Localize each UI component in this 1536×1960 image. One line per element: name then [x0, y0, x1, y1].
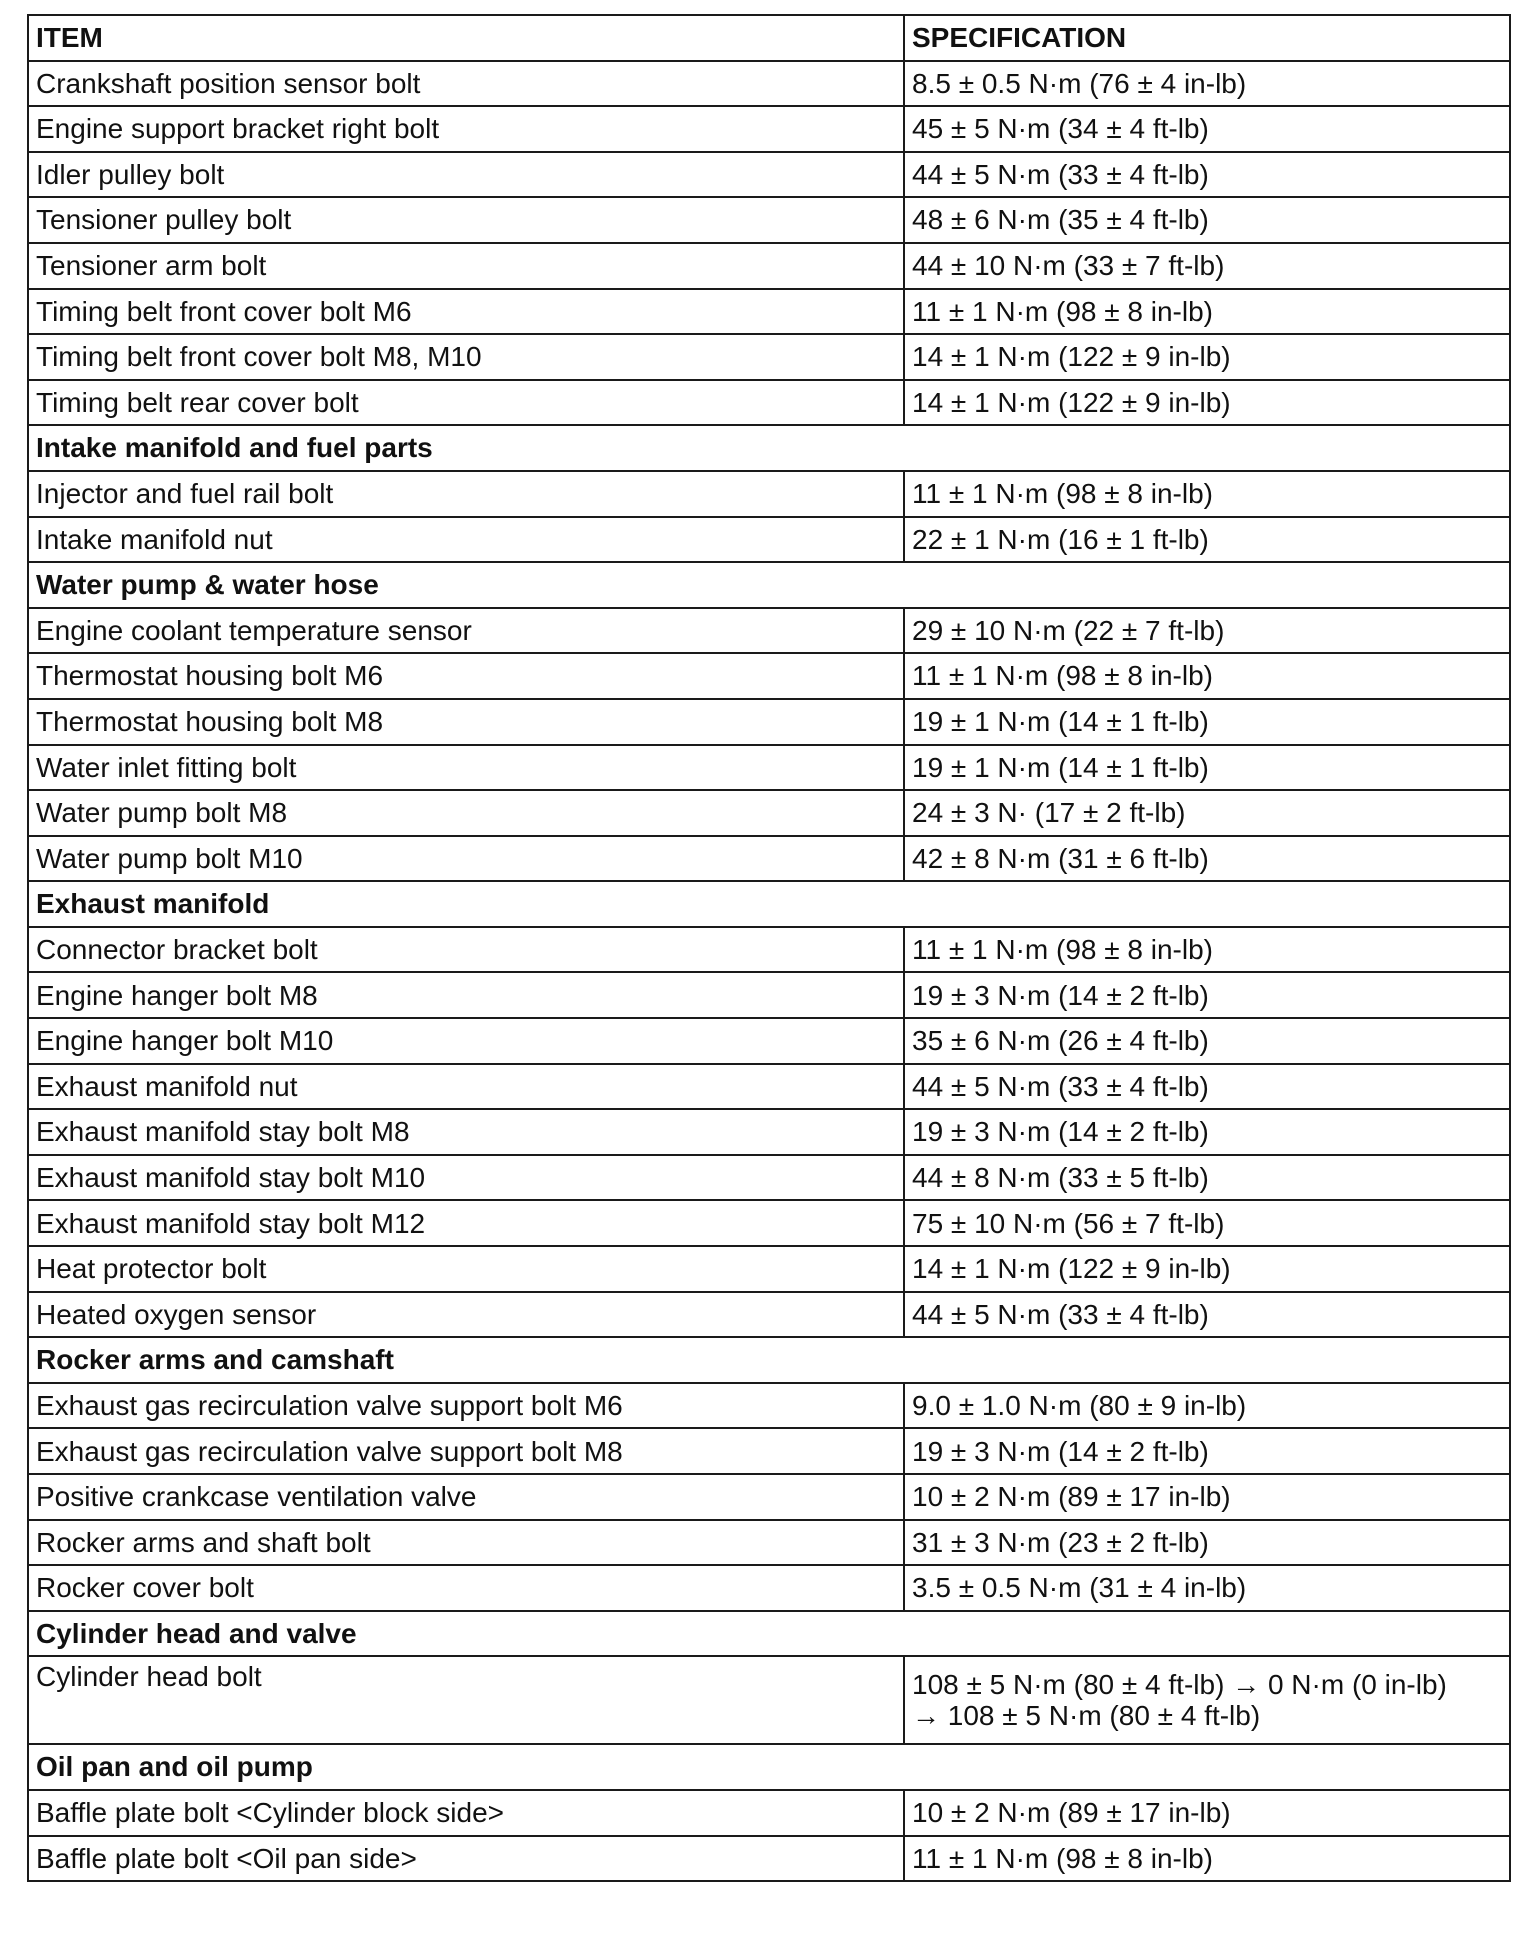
table-row	[28, 1474, 1510, 1520]
section-title: Rocker arms and camshaft	[28, 1337, 1510, 1383]
specification-cell: 11 ± 1 N·m (98 ± 8 in-lb)	[904, 1836, 1510, 1882]
item-cell: Baffle plate bolt <Cylinder block side>	[28, 1790, 904, 1836]
table-row	[28, 471, 1510, 517]
specification-cell: 9.0 ± 1.0 N·m (80 ± 9 in-lb)	[904, 1383, 1510, 1429]
table-row	[28, 1018, 1510, 1064]
table-row	[28, 1520, 1510, 1566]
table-header-row	[28, 15, 1510, 61]
item-cell: Intake manifold nut	[28, 517, 904, 563]
item-cell: Thermostat housing bolt M8	[28, 699, 904, 745]
torque-spec-table	[27, 14, 1511, 1882]
table-row	[28, 334, 1510, 380]
item-cell: Exhaust manifold stay bolt M8	[28, 1109, 904, 1155]
item-cell: Water pump bolt M8	[28, 790, 904, 836]
specification-cell: 44 ± 10 N·m (33 ± 7 ft-lb)	[904, 243, 1510, 289]
table-row	[28, 152, 1510, 198]
section-header-row	[28, 562, 1510, 608]
item-cell: Heat protector bolt	[28, 1246, 904, 1292]
section-title: Intake manifold and fuel parts	[28, 425, 1510, 471]
table-row	[28, 1246, 1510, 1292]
section-title: Exhaust manifold	[28, 881, 1510, 927]
item-cell: Cylinder head bolt	[28, 1656, 904, 1744]
specification-cell: 19 ± 1 N·m (14 ± 1 ft-lb)	[904, 745, 1510, 791]
table-row	[28, 61, 1510, 107]
specification-line: 108 ± 5 N·m (80 ± 4 ft-lb) → 0 N·m (0 in-lb)	[912, 1669, 1447, 1701]
item-cell: Engine support bracket right bolt	[28, 106, 904, 152]
table-row	[28, 972, 1510, 1018]
item-cell: Baffle plate bolt <Oil pan side>	[28, 1836, 904, 1882]
item-cell: Positive crankcase ventilation valve	[28, 1474, 904, 1520]
item-cell: Timing belt front cover bolt M6	[28, 289, 904, 335]
table-row	[28, 1565, 1510, 1611]
item-cell: Heated oxygen sensor	[28, 1292, 904, 1338]
specification-cell	[904, 1656, 1510, 1744]
item-cell: Exhaust gas recirculation valve support bolt M8	[28, 1428, 904, 1474]
item-cell: Engine hanger bolt M8	[28, 972, 904, 1018]
specification-cell: 10 ± 2 N·m (89 ± 17 in-lb)	[904, 1790, 1510, 1836]
table-row	[28, 653, 1510, 699]
section-header-row	[28, 1744, 1510, 1790]
specification-cell: 35 ± 6 N·m (26 ± 4 ft-lb)	[904, 1018, 1510, 1064]
table-row	[28, 243, 1510, 289]
table-row	[28, 1155, 1510, 1201]
item-cell: Exhaust manifold nut	[28, 1064, 904, 1110]
table-row	[28, 197, 1510, 243]
specification-line: → 108 ± 5 N·m (80 ± 4 ft-lb)	[912, 1700, 1261, 1732]
specification-cell: 44 ± 8 N·m (33 ± 5 ft-lb)	[904, 1155, 1510, 1201]
specification-cell: 29 ± 10 N·m (22 ± 7 ft-lb)	[904, 608, 1510, 654]
specification-cell: 14 ± 1 N·m (122 ± 9 in-lb)	[904, 1246, 1510, 1292]
table-row	[28, 790, 1510, 836]
item-cell: Rocker arms and shaft bolt	[28, 1520, 904, 1566]
section-title: Water pump & water hose	[28, 562, 1510, 608]
specification-cell: 42 ± 8 N·m (31 ± 6 ft-lb)	[904, 836, 1510, 882]
item-cell: Crankshaft position sensor bolt	[28, 61, 904, 107]
table-row	[28, 380, 1510, 426]
specification-cell: 22 ± 1 N·m (16 ± 1 ft-lb)	[904, 517, 1510, 563]
item-cell: Water inlet fitting bolt	[28, 745, 904, 791]
item-cell: Thermostat housing bolt M6	[28, 653, 904, 699]
table-row	[28, 1200, 1510, 1246]
item-cell: Tensioner arm bolt	[28, 243, 904, 289]
table-body	[28, 61, 1510, 1882]
specification-cell: 11 ± 1 N·m (98 ± 8 in-lb)	[904, 927, 1510, 973]
table-row	[28, 289, 1510, 335]
table-row	[28, 927, 1510, 973]
table-row	[28, 1790, 1510, 1836]
specification-cell: 14 ± 1 N·m (122 ± 9 in-lb)	[904, 334, 1510, 380]
item-cell: Idler pulley bolt	[28, 152, 904, 198]
specification-cell: 19 ± 3 N·m (14 ± 2 ft-lb)	[904, 1109, 1510, 1155]
item-column-header: ITEM	[28, 15, 904, 61]
table-row	[28, 1064, 1510, 1110]
specification-cell: 11 ± 1 N·m (98 ± 8 in-lb)	[904, 653, 1510, 699]
table-row	[28, 699, 1510, 745]
specification-cell: 8.5 ± 0.5 N·m (76 ± 4 in-lb)	[904, 61, 1510, 107]
item-cell: Timing belt rear cover bolt	[28, 380, 904, 426]
specification-cell: 31 ± 3 N·m (23 ± 2 ft-lb)	[904, 1520, 1510, 1566]
item-cell: Exhaust manifold stay bolt M12	[28, 1200, 904, 1246]
specification-cell: 14 ± 1 N·m (122 ± 9 in-lb)	[904, 380, 1510, 426]
item-cell: Tensioner pulley bolt	[28, 197, 904, 243]
item-cell: Engine coolant temperature sensor	[28, 608, 904, 654]
table-row	[28, 106, 1510, 152]
section-title: Cylinder head and valve	[28, 1611, 1510, 1657]
specification-cell: 19 ± 3 N·m (14 ± 2 ft-lb)	[904, 972, 1510, 1018]
table-row	[28, 1109, 1510, 1155]
item-cell: Water pump bolt M10	[28, 836, 904, 882]
table-row	[28, 1656, 1510, 1744]
specification-cell: 75 ± 10 N·m (56 ± 7 ft-lb)	[904, 1200, 1510, 1246]
item-cell: Injector and fuel rail bolt	[28, 471, 904, 517]
section-header-row	[28, 1337, 1510, 1383]
table-row	[28, 1428, 1510, 1474]
item-cell: Exhaust manifold stay bolt M10	[28, 1155, 904, 1201]
specification-cell: 10 ± 2 N·m (89 ± 17 in-lb)	[904, 1474, 1510, 1520]
specification-cell: 19 ± 3 N·m (14 ± 2 ft-lb)	[904, 1428, 1510, 1474]
table-row	[28, 517, 1510, 563]
item-cell: Exhaust gas recirculation valve support bolt M6	[28, 1383, 904, 1429]
item-cell: Connector bracket bolt	[28, 927, 904, 973]
table-row	[28, 1836, 1510, 1882]
section-title: Oil pan and oil pump	[28, 1744, 1510, 1790]
specification-column-header: SPECIFICATION	[904, 15, 1510, 61]
specification-cell: 44 ± 5 N·m (33 ± 4 ft-lb)	[904, 1064, 1510, 1110]
section-header-row	[28, 425, 1510, 471]
table-row	[28, 836, 1510, 882]
table-row	[28, 745, 1510, 791]
specification-cell: 11 ± 1 N·m (98 ± 8 in-lb)	[904, 471, 1510, 517]
table-row	[28, 1292, 1510, 1338]
item-cell: Timing belt front cover bolt M8, M10	[28, 334, 904, 380]
specification-cell: 45 ± 5 N·m (34 ± 4 ft-lb)	[904, 106, 1510, 152]
specification-cell: 44 ± 5 N·m (33 ± 4 ft-lb)	[904, 1292, 1510, 1338]
item-cell: Rocker cover bolt	[28, 1565, 904, 1611]
specification-cell: 24 ± 3 N· (17 ± 2 ft-lb)	[904, 790, 1510, 836]
specification-cell: 19 ± 1 N·m (14 ± 1 ft-lb)	[904, 699, 1510, 745]
specification-cell: 48 ± 6 N·m (35 ± 4 ft-lb)	[904, 197, 1510, 243]
specification-cell: 3.5 ± 0.5 N·m (31 ± 4 in-lb)	[904, 1565, 1510, 1611]
table-row	[28, 1383, 1510, 1429]
specification-cell: 11 ± 1 N·m (98 ± 8 in-lb)	[904, 289, 1510, 335]
section-header-row	[28, 1611, 1510, 1657]
item-cell: Engine hanger bolt M10	[28, 1018, 904, 1064]
section-header-row	[28, 881, 1510, 927]
specification-cell: 44 ± 5 N·m (33 ± 4 ft-lb)	[904, 152, 1510, 198]
table-row	[28, 608, 1510, 654]
